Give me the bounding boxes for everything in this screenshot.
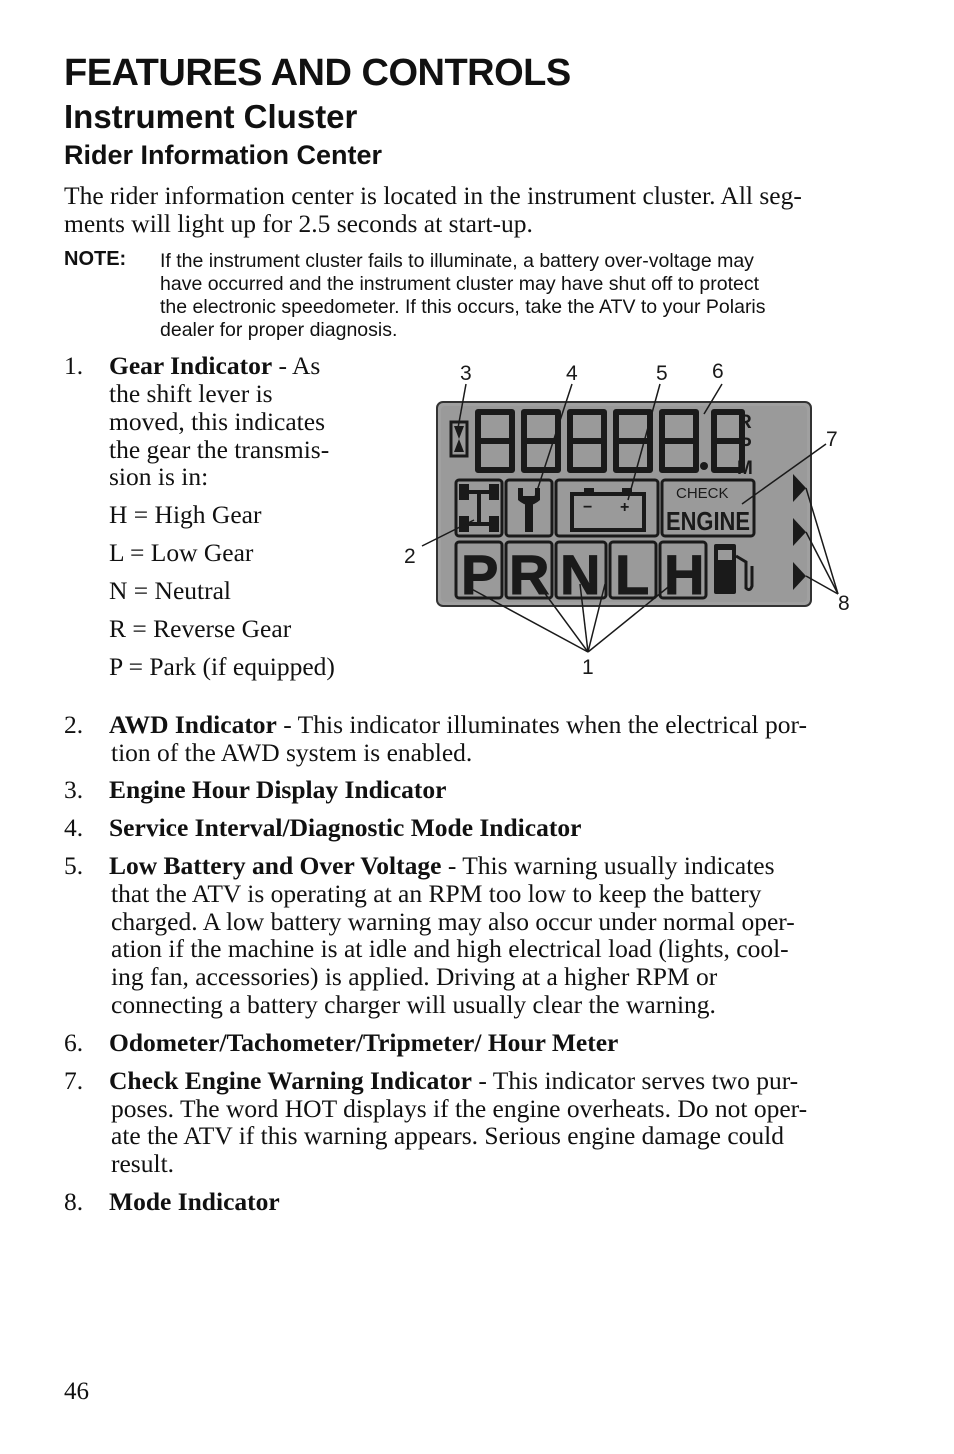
item-2-first-line: [109, 710, 807, 740]
gear-h: H: [664, 543, 705, 606]
gear-entry: N = Neutral: [109, 576, 232, 605]
item-line: the gear the transmis-: [109, 435, 330, 464]
item-term: Low Battery and Over Voltage: [109, 851, 442, 880]
gear-n: N: [560, 543, 601, 606]
battery-minus: −: [583, 499, 593, 516]
callout-2: 2: [404, 545, 416, 568]
item-line: ate the ATV if this warning appears. Serious engine damage could: [111, 1121, 784, 1150]
gear-p: P: [461, 543, 499, 606]
item-number: 1.: [64, 351, 84, 380]
item-number: 2.: [64, 710, 84, 739]
item-number: 4.: [64, 813, 84, 842]
item-line: connecting a battery charger will usually clear the warning.: [111, 990, 716, 1019]
subsection-heading: Rider Information Center: [64, 140, 383, 170]
item-line: poses. The word HOT displays if the engine overheats. Do not oper-: [111, 1094, 808, 1123]
item-7-first-line: [109, 1066, 798, 1096]
item-term: Odometer/Tachometer/Tripmeter/ Hour Meter: [109, 1028, 619, 1057]
section-heading: Instrument Cluster: [64, 98, 358, 135]
item-line: tion of the AWD system is enabled.: [111, 738, 473, 767]
callout-3: 3: [460, 362, 472, 385]
item-1-first-line: [109, 351, 320, 381]
item-number: 6.: [64, 1028, 84, 1057]
gear-entry: R = Reverse Gear: [109, 614, 292, 643]
callout-7: 7: [826, 428, 838, 451]
engine-label: ENGINE: [666, 506, 750, 536]
item-term: Check Engine Warning Indicator: [109, 1066, 472, 1095]
gear-entry: P = Park (if equipped): [109, 652, 335, 681]
callout-6: 6: [712, 360, 724, 383]
item-line: that the ATV is operating at an RPM too low to keep the battery: [111, 879, 762, 908]
item-term: Gear Indicator: [109, 351, 273, 380]
item-number: 5.: [64, 851, 84, 880]
item-line: the shift lever is: [109, 379, 273, 408]
note-label: NOTE:: [64, 248, 127, 270]
item-text: - This indicator illuminates when the electrical por-: [276, 710, 807, 739]
item-4-line: [109, 813, 581, 843]
item-line: result.: [111, 1149, 175, 1178]
gear-entry: L = Low Gear: [109, 538, 254, 567]
gear-r: R: [509, 543, 550, 606]
item-text: - As: [272, 351, 321, 380]
rpm-p: P: [739, 435, 752, 456]
item-line: ing fan, accessories) is applied. Driving at a higher RPM or: [111, 962, 718, 991]
item-text: - This indicator serves two pur-: [471, 1066, 799, 1095]
callout-1: 1: [582, 656, 594, 679]
item-term: AWD Indicator: [109, 710, 277, 739]
intro-line: The rider information center is located in the instrument cluster. All seg-: [64, 181, 802, 210]
item-line: ation if the machine is at idle and high electrical load (lights, cool-: [111, 934, 789, 963]
item-line: moved, this indicates: [109, 407, 326, 436]
item-3-line: [109, 775, 446, 805]
rpm-m: M: [737, 458, 753, 479]
item-number: 8.: [64, 1187, 84, 1216]
item-line: sion is in:: [109, 462, 209, 491]
instrument-cluster-diagram: [400, 350, 870, 690]
intro-paragraph: [64, 182, 874, 238]
item-5-first-line: [109, 851, 775, 881]
item-number: 7.: [64, 1066, 84, 1095]
item-term: Mode Indicator: [109, 1187, 280, 1216]
gear-l: L: [615, 543, 650, 606]
item-line: charged. A low battery warning may also occur under normal oper-: [111, 907, 795, 936]
item-text: - This warning usually indicates: [441, 851, 775, 880]
item-number: 3.: [64, 775, 84, 804]
decimal-point: [700, 462, 708, 470]
note-line: If the instrument cluster fails to illuminate, a battery over-voltage may: [160, 250, 754, 272]
note-line: dealer for proper diagnosis.: [160, 319, 398, 341]
battery-plus: +: [620, 499, 630, 516]
callout-8: 8: [838, 592, 850, 615]
callout-5: 5: [656, 362, 668, 385]
rpm-r: R: [738, 412, 752, 433]
item-8-line: [109, 1187, 280, 1217]
callout-4: 4: [566, 362, 578, 385]
note-line: the electronic speedometer. If this occurs, take the ATV to your Polaris: [160, 296, 766, 318]
intro-line: ments will light up for 2.5 seconds at start-up.: [64, 209, 533, 238]
check-label: CHECK: [676, 485, 729, 502]
item-term: Service Interval/Diagnostic Mode Indicator: [109, 813, 582, 842]
page-title: FEATURES AND CONTROLS: [64, 52, 571, 94]
item-6-line: [109, 1028, 618, 1058]
page-number: 46: [64, 1378, 89, 1405]
note-line: have occurred and the instrument cluster may have shut off to protect: [160, 273, 760, 295]
item-term: Engine Hour Display Indicator: [109, 775, 447, 804]
gear-entry: H = High Gear: [109, 500, 262, 529]
